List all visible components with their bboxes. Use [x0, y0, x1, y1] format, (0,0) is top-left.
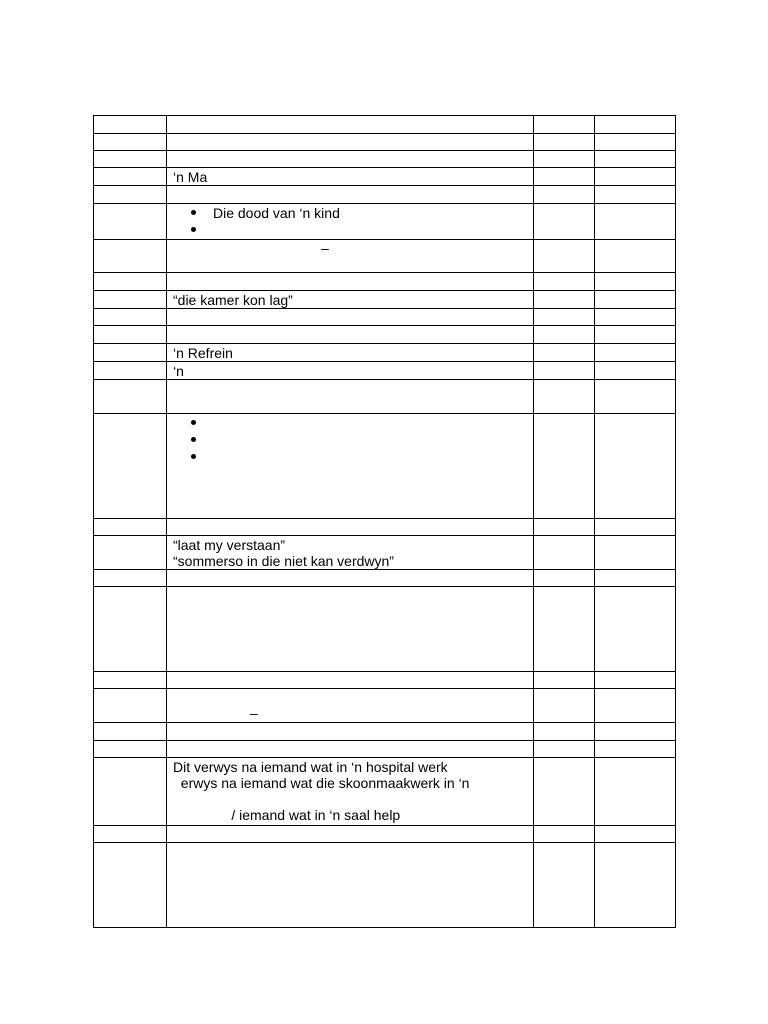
memo-table — [93, 115, 676, 928]
mark-cell — [534, 168, 595, 186]
table-row — [94, 273, 676, 291]
mark-cell — [534, 134, 595, 151]
answer-cell — [167, 168, 534, 186]
total-cell — [595, 186, 676, 204]
total-cell — [595, 291, 676, 309]
question-cell — [94, 758, 167, 826]
question-cell — [94, 587, 167, 672]
mark-cell — [534, 843, 595, 928]
mark-cell — [534, 741, 595, 758]
answer-cell — [167, 116, 534, 134]
question-cell — [94, 291, 167, 309]
mark-cell — [534, 587, 595, 672]
table-row — [94, 843, 676, 928]
total-cell — [595, 826, 676, 843]
answer-cell — [167, 689, 534, 723]
bullet-item — [167, 221, 533, 238]
answer-cell — [167, 204, 534, 240]
answer-line — [173, 791, 533, 807]
mark-cell — [534, 723, 595, 741]
table-row — [94, 291, 676, 309]
table-row — [94, 134, 676, 151]
bullet-icon — [191, 437, 196, 442]
answer-cell — [167, 362, 534, 380]
bullet-icon — [191, 210, 196, 215]
bullet-item — [167, 204, 533, 221]
table-row — [94, 519, 676, 536]
answer-cell — [167, 414, 534, 519]
question-cell — [94, 240, 167, 273]
table-row — [94, 536, 676, 570]
mark-cell — [534, 414, 595, 519]
question-cell — [94, 309, 167, 326]
table-row — [94, 116, 676, 134]
answer-cell — [167, 826, 534, 843]
mark-cell — [534, 570, 595, 587]
answer-cell — [167, 134, 534, 151]
total-cell — [595, 204, 676, 240]
table-row — [94, 240, 676, 273]
table-row — [94, 309, 676, 326]
total-cell — [595, 723, 676, 741]
bullet-icon — [191, 454, 196, 459]
total-cell — [595, 134, 676, 151]
mark-cell — [534, 309, 595, 326]
mark-cell — [534, 151, 595, 168]
answer-line: “die kamer kon lag” — [173, 292, 293, 308]
table-row — [94, 326, 676, 344]
question-cell — [94, 689, 167, 723]
question-cell — [94, 273, 167, 291]
bullet-text: Die dood van ‘n kind — [213, 204, 340, 221]
bullet-icon — [191, 227, 196, 232]
question-cell — [94, 826, 167, 843]
bullet-item — [167, 414, 533, 431]
question-cell — [94, 362, 167, 380]
question-cell — [94, 536, 167, 570]
mark-cell — [534, 273, 595, 291]
answer-cell — [167, 273, 534, 291]
table-row — [94, 758, 676, 826]
total-cell — [595, 151, 676, 168]
mark-cell — [534, 826, 595, 843]
table-row — [94, 689, 676, 723]
answer-cell — [167, 151, 534, 168]
mark-cell — [534, 116, 595, 134]
total-cell — [595, 672, 676, 689]
mark-cell — [534, 186, 595, 204]
answer-cell — [167, 843, 534, 928]
total-cell — [595, 326, 676, 344]
total-cell — [595, 273, 676, 291]
total-cell — [595, 414, 676, 519]
answer-cell — [167, 519, 534, 536]
answer-line: ‘n Ma — [173, 169, 208, 185]
mark-cell — [534, 204, 595, 240]
question-cell — [94, 723, 167, 741]
bullet-item — [167, 448, 533, 465]
dash-mark: – — [250, 705, 258, 721]
mark-cell — [534, 519, 595, 536]
answer-cell — [167, 240, 534, 273]
question-cell — [94, 116, 167, 134]
answer-cell — [167, 309, 534, 326]
table-row — [94, 380, 676, 414]
question-cell — [94, 204, 167, 240]
question-cell — [94, 519, 167, 536]
table-row — [94, 204, 676, 240]
mark-cell — [534, 689, 595, 723]
mark-cell — [534, 326, 595, 344]
total-cell — [595, 380, 676, 414]
table-row — [94, 741, 676, 758]
total-cell — [595, 758, 676, 826]
answer-line: ‘n Refrein — [173, 345, 233, 361]
table-row — [94, 723, 676, 741]
table-row — [94, 344, 676, 362]
table-row — [94, 168, 676, 186]
answer-line: ‘n — [173, 363, 184, 379]
total-cell — [595, 116, 676, 134]
total-cell — [595, 587, 676, 672]
total-cell — [595, 168, 676, 186]
mark-cell — [534, 240, 595, 273]
answer-cell — [167, 672, 534, 689]
mark-cell — [534, 758, 595, 826]
table-row — [94, 151, 676, 168]
table-row — [94, 414, 676, 519]
answer-line: erwys na iemand wat die skoonmaakwerk in ‘n — [173, 775, 470, 791]
answer-cell — [167, 291, 534, 309]
answer-cell — [167, 570, 534, 587]
question-cell — [94, 151, 167, 168]
answer-cell — [167, 741, 534, 758]
question-cell — [94, 168, 167, 186]
total-cell — [595, 344, 676, 362]
mark-cell — [534, 672, 595, 689]
table-row — [94, 826, 676, 843]
answer-cell — [167, 380, 534, 414]
answer-line: / iemand wat in ‘n saal help — [173, 807, 401, 823]
question-cell — [94, 186, 167, 204]
question-cell — [94, 672, 167, 689]
total-cell — [595, 843, 676, 928]
question-cell — [94, 326, 167, 344]
total-cell — [595, 309, 676, 326]
question-cell — [94, 414, 167, 519]
answer-line: Dit verwys na iemand wat in ‘n hospital werk — [173, 759, 448, 775]
total-cell — [595, 689, 676, 723]
bullet-icon — [191, 420, 196, 425]
total-cell — [595, 536, 676, 570]
answer-cell — [167, 758, 534, 826]
total-cell — [595, 519, 676, 536]
question-cell — [94, 134, 167, 151]
table-row — [94, 672, 676, 689]
question-cell — [94, 380, 167, 414]
total-cell — [595, 741, 676, 758]
question-cell — [94, 344, 167, 362]
table-row — [94, 570, 676, 587]
mark-cell — [534, 536, 595, 570]
mark-cell — [534, 291, 595, 309]
total-cell — [595, 362, 676, 380]
question-cell — [94, 570, 167, 587]
total-cell — [595, 570, 676, 587]
total-cell — [595, 240, 676, 273]
question-cell — [94, 741, 167, 758]
answer-cell — [167, 344, 534, 362]
answer-line: “laat my verstaan” — [173, 537, 286, 553]
bullet-item — [167, 431, 533, 448]
table-row — [94, 587, 676, 672]
answer-cell — [167, 536, 534, 570]
dash-mark: – — [321, 240, 329, 256]
table-row — [94, 362, 676, 380]
mark-cell — [534, 344, 595, 362]
mark-cell — [534, 380, 595, 414]
question-cell — [94, 843, 167, 928]
answer-line: “sommerso in die niet kan verdwyn” — [173, 553, 394, 569]
answer-cell — [167, 587, 534, 672]
answer-cell — [167, 723, 534, 741]
mark-cell — [534, 362, 595, 380]
answer-cell — [167, 326, 534, 344]
table-row — [94, 186, 676, 204]
answer-cell — [167, 186, 534, 204]
